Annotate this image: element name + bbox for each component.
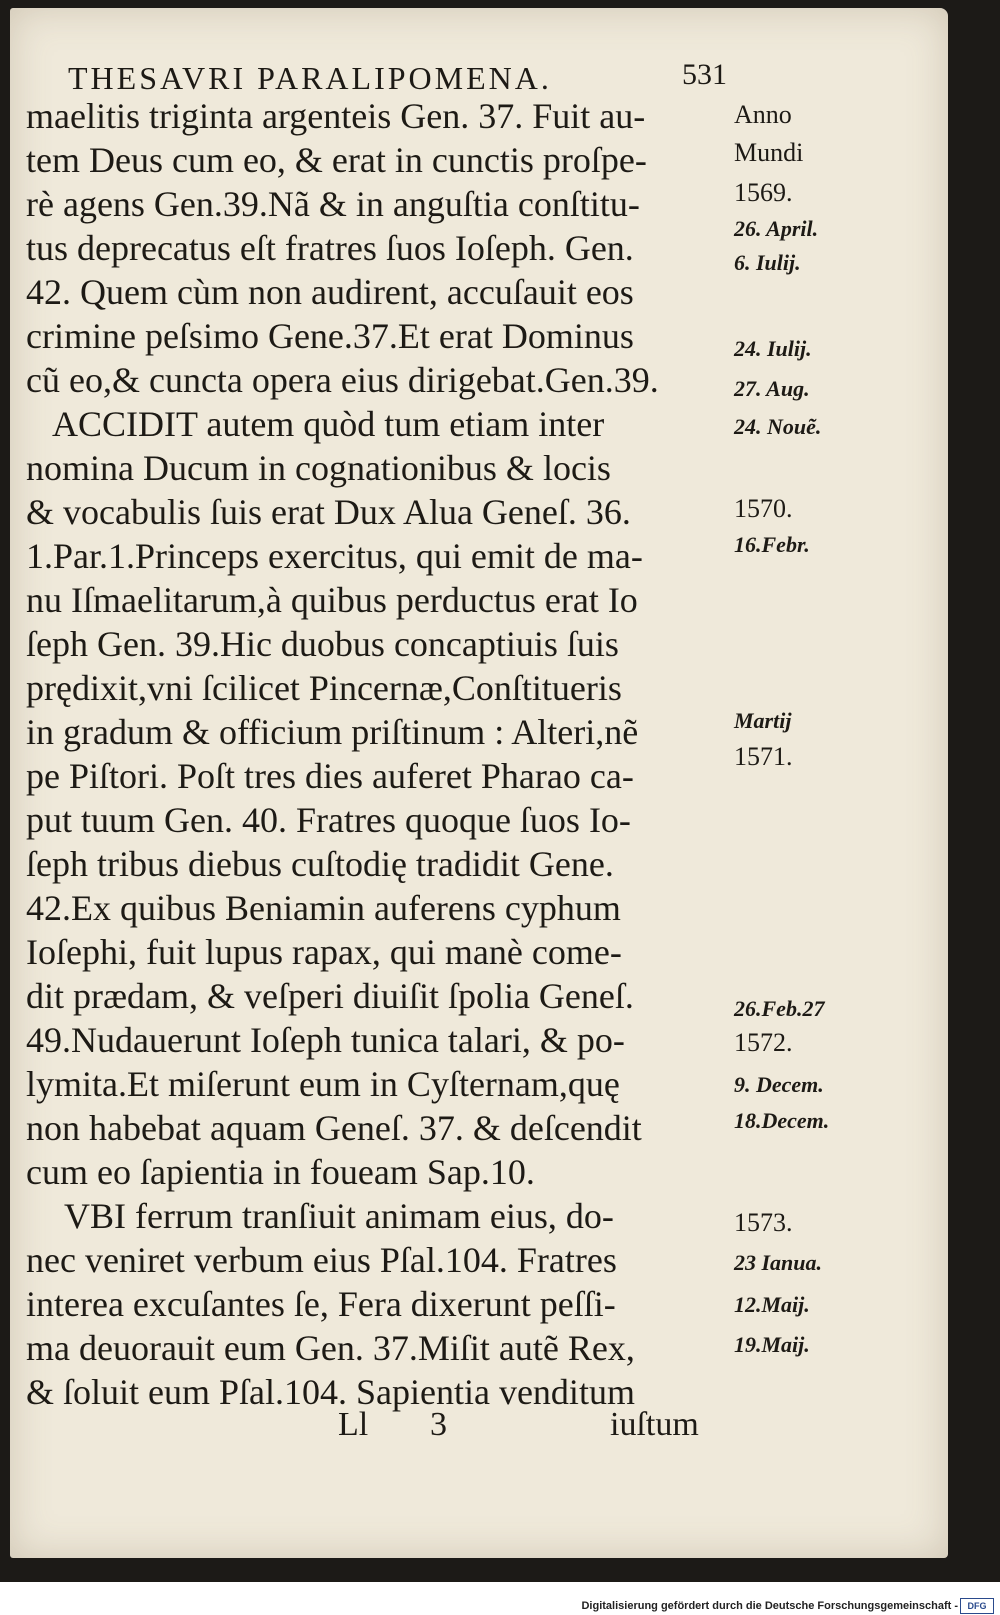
text-line: 49.Nudauerunt Ioſeph tunica talari, & po- (26, 1020, 625, 1060)
text-line: pe Piſtori. Poſt tres dies auferet Pharao ca- (26, 756, 634, 796)
text-line: 42.Ex quibus Beniamin auferens cyphum (26, 888, 621, 928)
text-line: cũ eo,& cuncta opera eius dirigebat.Gen.39. (26, 360, 659, 400)
margin-note: 23 Ianua. (734, 1250, 823, 1275)
text-line: & vocabulis ſuis erat Dux Alua Geneſ. 36. (26, 492, 631, 532)
text-line: nomina Ducum in cognationibus & locis (26, 448, 611, 488)
text-line: interea excuſantes ſe, Fera dixerunt peſſi- (26, 1284, 616, 1324)
page-number: 531 (682, 58, 727, 91)
text-line: 1.Par.1.Princeps exercitus, qui emit de ma- (26, 536, 643, 576)
margin-note: 1569. (734, 178, 793, 207)
margin-note: 19.Maij. (734, 1332, 810, 1357)
text-line: nu Iſmaelitarum,à quibus perductus erat Io (26, 580, 638, 620)
digitization-credit: Digitalisierung gefördert durch die Deutsche Forschungsgemeinschaft - (581, 1600, 958, 1612)
margin-note: 1571. (734, 742, 793, 771)
margin-note: 18.Decem. (734, 1108, 830, 1133)
text-line: VBI ferrum tranſiuit animam eius, do- (64, 1196, 614, 1236)
text-line: prędixit,vni ſcilicet Pincernæ,Conſtitueris (26, 668, 622, 708)
text-line: lymita.Et miſerunt eum in Cyſternam,quę (26, 1064, 620, 1104)
text-line: ma deuorauit eum Gen. 37.Miſit autẽ Rex, (26, 1328, 635, 1368)
margin-note: 9. Decem. (734, 1072, 824, 1097)
text-line: ſeph tribus diebus cuſtodię tradidit Gene. (26, 844, 614, 884)
text-line: ſeph Gen. 39.Hic duobus concaptiuis ſuis (26, 624, 619, 664)
margin-note: 1572. (734, 1028, 793, 1057)
text-line: ACCIDIT autem quòd tum etiam inter (52, 404, 605, 444)
margin-note: 24. Nouẽ. (734, 414, 822, 439)
catchword: iuſtum (610, 1406, 699, 1443)
text-line: 42. Quem cùm non audirent, accuſauit eos (26, 272, 634, 312)
text-line: cum eo ſapientia in foueam Sap.10. (26, 1152, 535, 1192)
margin-note: 6. Iulij. (734, 250, 801, 275)
margin-note: 27. Aug. (734, 376, 810, 401)
text-line: maelitis triginta argenteis Gen. 37. Fuit au- (26, 96, 646, 136)
text-line: Ioſephi, fuit lupus rapax, qui manè come- (26, 932, 622, 972)
dfg-logo: DFG (960, 1598, 994, 1614)
margin-note: Martij (734, 708, 792, 733)
margin-note: 24. Iulij. (734, 336, 812, 361)
running-head: THESAVRI PARALIPOMENA. (68, 60, 552, 96)
margin-note: 1573. (734, 1208, 793, 1237)
text-line: rè agens Gen.39.Nã & in anguſtia conſtitu- (26, 184, 640, 224)
text-line: nec veniret verbum eius Pſal.104. Fratres (26, 1240, 617, 1280)
signature-mark: Ll (338, 1406, 369, 1443)
book-page (10, 8, 948, 1558)
signature-number: 3 (430, 1406, 447, 1443)
text-line: tem Deus cum eo, & erat in cunctis proſpe- (26, 140, 647, 180)
text-line: in gradum & officium priſtinum : Alteri,nẽ (26, 712, 639, 752)
text-line: dit prædam, & veſperi diuiſit ſpolia Geneſ. (26, 976, 634, 1016)
text-line: & ſoluit eum Pſal.104. Sapientia venditum (26, 1372, 635, 1412)
margin-note: 26. April. (734, 216, 819, 241)
margin-note: 1570. (734, 494, 793, 523)
text-line: non habebat aquam Geneſ. 37. & deſcendit (26, 1108, 642, 1148)
text-line: put tuum Gen. 40. Fratres quoque ſuos Io- (26, 800, 631, 840)
margin-note: 26.Feb.27 (734, 996, 825, 1021)
margin-note: 12.Maij. (734, 1292, 810, 1317)
margin-note: Anno (734, 100, 792, 129)
text-line: tus deprecatus eſt fratres ſuos Ioſeph. Gen. (26, 228, 634, 268)
text-line: crimine peſsimo Gene.37.Et erat Dominus (26, 316, 634, 356)
margin-note: 16.Febr. (734, 532, 810, 557)
margin-note: Mundi (734, 138, 804, 167)
